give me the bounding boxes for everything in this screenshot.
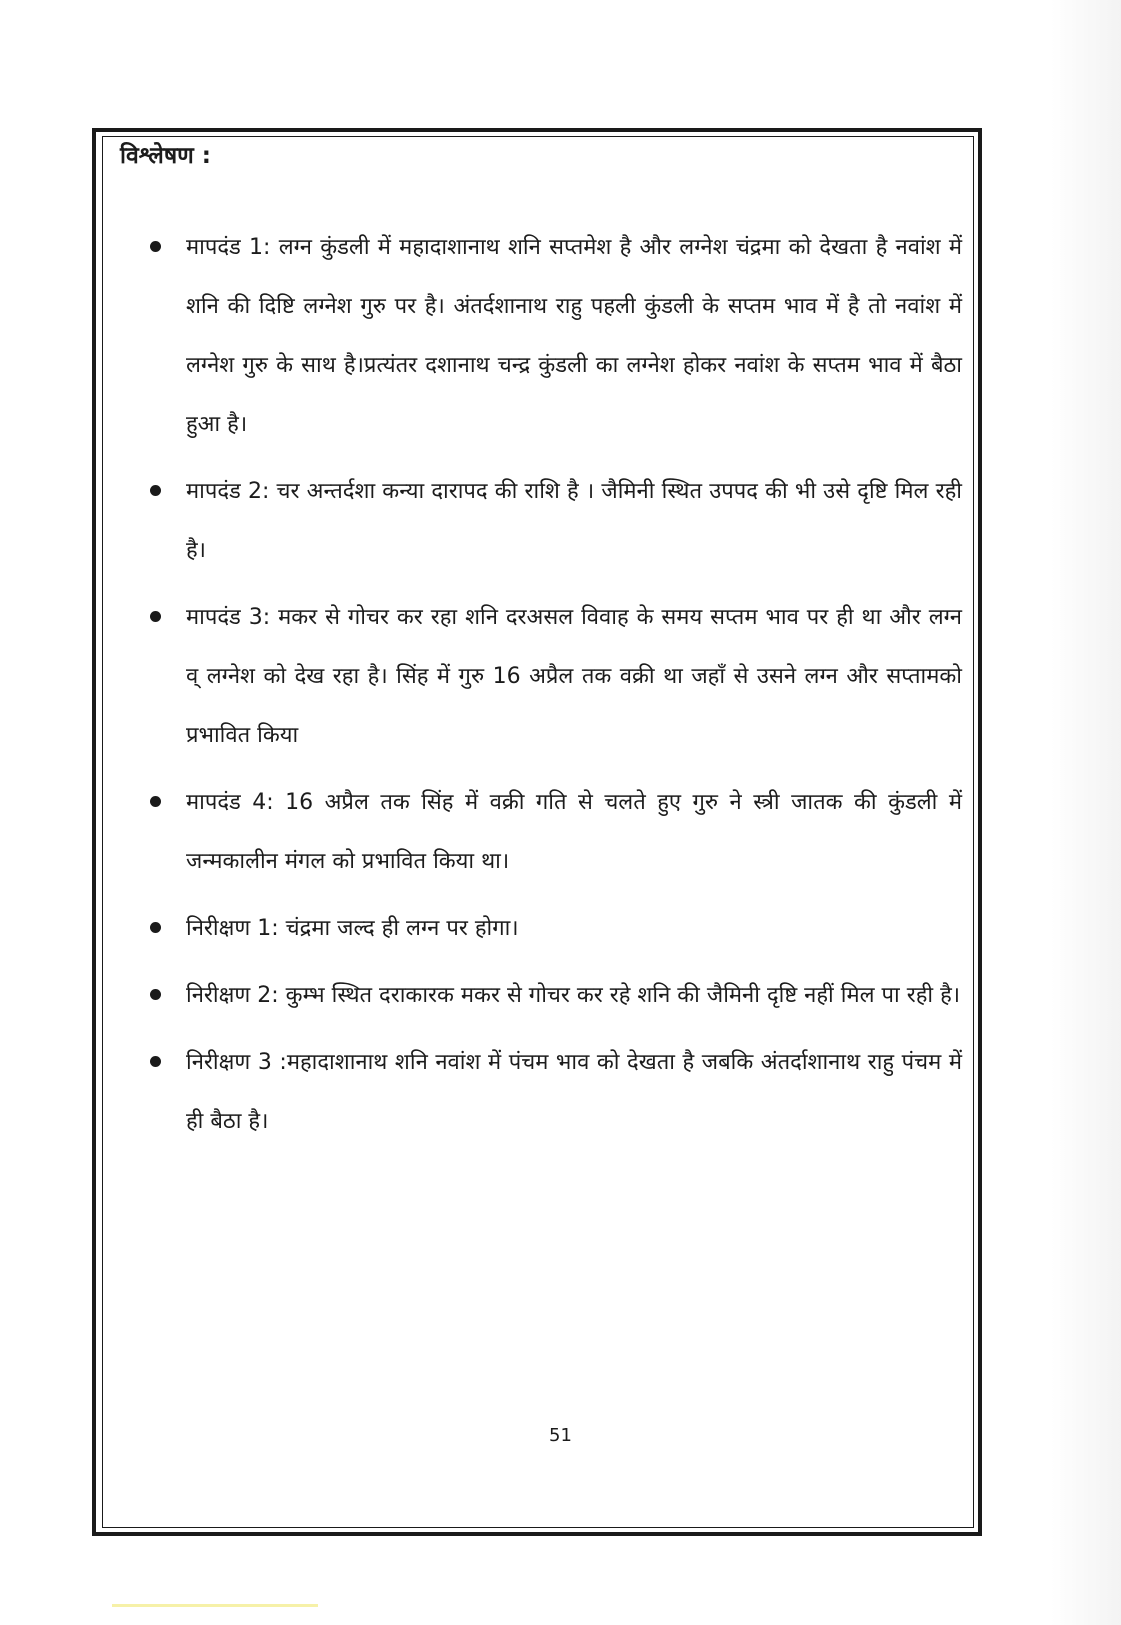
list-item bbox=[150, 218, 962, 454]
section-heading: विश्लेषण : bbox=[120, 143, 211, 169]
list-item-text: निरीक्षण 1: चंद्रमा जल्द ही लग्न पर होगा। bbox=[186, 916, 519, 941]
scan-shadow bbox=[1051, 0, 1121, 1625]
highlighter-mark bbox=[112, 1604, 318, 1607]
bullet-icon bbox=[150, 485, 161, 496]
bullet-icon bbox=[150, 989, 161, 1000]
bullet-icon bbox=[150, 241, 161, 252]
list-item bbox=[150, 966, 962, 1025]
bullet-icon bbox=[150, 1056, 161, 1067]
list-item-text: मापदंड 3: मकर से गोचर कर रहा शनि दरअसल विवाह के समय सप्तम भाव पर ही था और लग्न व् लग्नेश को देख रहा है। सिंह में गुरु 16 अप्रैल तक वक्री था जहाँ से उसने लग्न और सप्तामको प्रभावित किया bbox=[186, 605, 962, 748]
list-item bbox=[150, 773, 962, 891]
list-item-text: निरीक्षण 3 :महादाशानाथ शनि नवांश में पंचम भाव को देखता है जबकि अंतर्दाशानाथ राहु पंचम में ही बैठा है। bbox=[186, 1050, 962, 1134]
bullet-icon bbox=[150, 922, 161, 933]
list-item bbox=[150, 462, 962, 580]
list-item bbox=[150, 588, 962, 765]
list-item-text: मापदंड 1: लग्न कुंडली में महादाशानाथ शनि सप्तमेश है और लग्नेश चंद्रमा को देखता है नवांश में शनि की दिष्टि लग्नेश गुरु पर है। अंतर्दशानाथ राहु पहली कुंडली के सप्तम भाव में है तो नवांश में लग्नेश गुरु के साथ है।प्रत्यंतर दशानाथ चन्द्र कुंडली का लग्नेश होकर नवांश के सप्तम भाव में बैठा हुआ है। bbox=[186, 235, 962, 437]
list-item bbox=[150, 1033, 962, 1151]
bullet-icon bbox=[150, 796, 161, 807]
list-item-text: निरीक्षण 2: कुम्भ स्थित दराकारक मकर से गोचर कर रहे शनि की जैमिनी दृष्टि नहीं मिल पा रही है। bbox=[186, 983, 961, 1008]
page-number: 51 bbox=[549, 1425, 572, 1446]
list-item-text: मापदंड 4: 16 अप्रैल तक सिंह में वक्री गति से चलते हुए गुरु ने स्त्री जातक की कुंडली में जन्मकालीन मंगल को प्रभावित किया था। bbox=[186, 790, 962, 874]
bullet-icon bbox=[150, 611, 161, 622]
analysis-list bbox=[150, 218, 962, 1159]
list-item-text: मापदंड 2: चर अन्तर्दशा कन्या दारापद की राशि है । जैमिनी स्थित उपपद की भी उसे दृष्टि मिल रही है। bbox=[186, 479, 962, 563]
list-item bbox=[150, 899, 962, 958]
